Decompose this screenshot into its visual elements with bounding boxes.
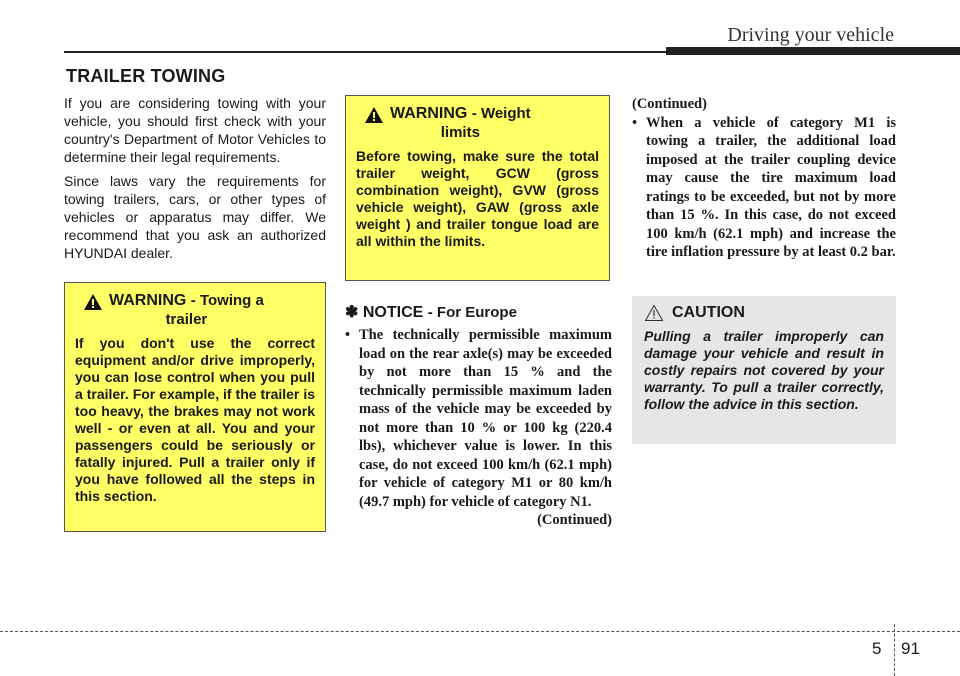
notice-label: NOTICE [362, 304, 424, 321]
notice-body [345, 326, 612, 530]
continuation-body [632, 95, 896, 262]
bullet-icon: • [345, 327, 351, 343]
footer-page-separator [894, 624, 895, 676]
intro-paragraph-2: Since laws vary the requirements for towing trailers, cars, or other types of vehicles or apparatus may differ. We recommend that you ask an authorized HYUNDAI dealer. [64, 173, 326, 261]
notice-subtitle: - For Europe [427, 304, 517, 321]
notice-symbol-icon: ✽ [345, 304, 359, 321]
caution-triangle-icon [644, 304, 664, 322]
intro-paragraph-1: If you are considering towing with your vehicle, you should first check with your country's Department of Motor Vehicles to determine their legal requirements. [64, 95, 326, 165]
caution-box [632, 296, 896, 444]
warning-triangle-icon [83, 293, 103, 311]
warning-weight-label: WARNING [390, 105, 468, 122]
continuation-bullet-text: When a vehicle of category M1 is towing a trailer, the additional load imposed at the trailer coupling device may cause the tire maximum load ratings to be exceeded, but not by more than 15 %. In this case, do not exceed 100 km/h (62.1 mph) and increase the tire inflation pressure by at least 0.2 bar. [646, 114, 896, 260]
warning-towing-label: WARNING [109, 292, 187, 309]
intro-text [64, 94, 326, 268]
warning-towing-subtitle-2: trailer [165, 311, 208, 328]
section-title: TRAILER TOWING [66, 66, 226, 86]
header-bar [666, 47, 960, 55]
bullet-icon: • [632, 114, 638, 131]
warning-weight-header [356, 104, 599, 142]
caution-label: CAUTION [672, 304, 745, 321]
notice-bullet-text: The technically permissible maximum load on the rear axle(s) may be exceeded by not more than 15 % and the technically permissible maximum laden mass of the vehicle may be exceeded by not more than 10 % or 100 kg (220.4 lbs), whichever value is lower. In this case, do not exceed 100 km/h (62.1 mph) for vehicle of category M1 or 80 km/h (49.7 mph) for vehicle of category N1. [359, 327, 612, 510]
notice-bullet-item [345, 326, 612, 511]
warning-weight-subtitle-2: limits [440, 124, 480, 141]
warning-towing-box [64, 282, 326, 532]
caution-text: Pulling a trailer improperly can damage your vehicle and result in costly repairs not covered by your warranty. To pull a trailer correctly, follow the advice in this section. [644, 328, 884, 412]
notice-continued: (Continued) [537, 512, 612, 528]
chapter-number: 5 [872, 639, 882, 658]
running-header-title: Driving your vehicle [727, 24, 894, 46]
warning-triangle-icon [364, 106, 384, 124]
warning-towing-text: If you don't use the correct equipment and/or drive improperly, you can lose control when you pull a trailer. For example, if the trailer is too heavy, the brakes may not work well - or even at all. You and your passengers could be seriously or fatally injured. Pull a trailer only if you have followed all the steps in this section. [75, 335, 315, 504]
page-number: 91 [901, 639, 920, 658]
warning-towing-subtitle-1: - Towing a [190, 292, 264, 309]
footer-divider [0, 631, 960, 632]
warning-towing-header [75, 291, 315, 329]
warning-weight-text: Before towing, make sure the total trailer weight, GCW (gross combination weight), GVW (gross vehicle weight), GAW (gross axle weight ) and trailer tongue load are all within the limits. [356, 148, 599, 249]
warning-weight-box [345, 95, 610, 281]
caution-header [644, 304, 884, 322]
continuation-heading: (Continued) [632, 96, 707, 112]
warning-weight-subtitle-1: - Weight [471, 105, 531, 122]
continuation-bullet-item [632, 114, 896, 262]
notice-heading [345, 302, 517, 322]
header-rule [64, 51, 666, 53]
